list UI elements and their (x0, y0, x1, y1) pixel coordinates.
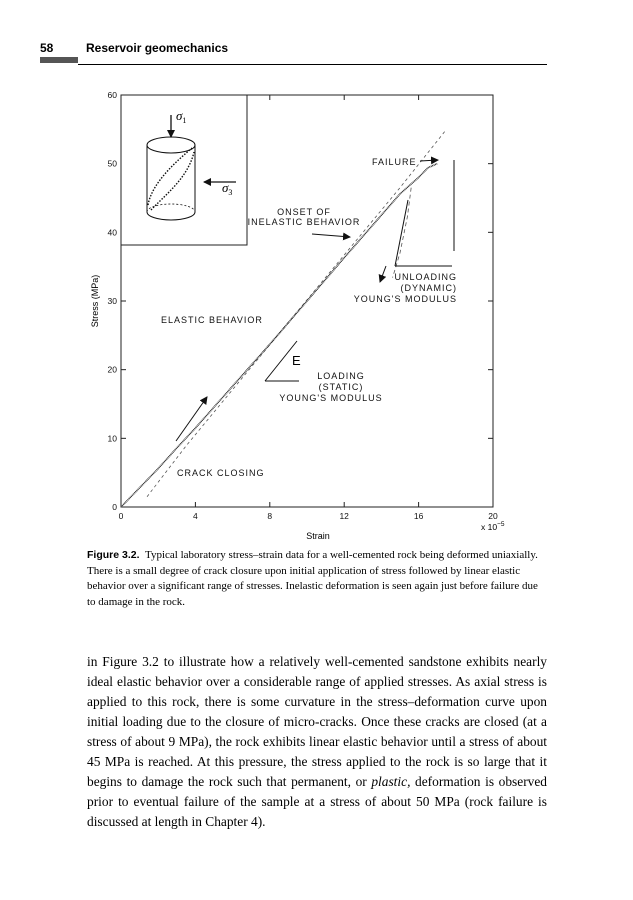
e-modulus-symbol: E (292, 353, 301, 368)
unloading-label-line2: (DYNAMIC) (400, 283, 457, 293)
failure-label: FAILURE (372, 157, 417, 167)
y-axis-label: Stress (MPa) (90, 274, 100, 328)
onset-label-line2: INELASTIC BEHAVIOR (247, 217, 361, 227)
x-tick-label: 4 (193, 511, 198, 521)
x-tick-label: 0 (118, 511, 124, 521)
sigma1-label: $\sigma_1$ (176, 108, 187, 125)
y-tick-label: 30 (107, 296, 117, 306)
page-number: 58 (40, 41, 54, 55)
figure-caption (87, 548, 547, 610)
x-axis-label: Strain (306, 531, 330, 541)
y-tick-label: 10 (107, 433, 117, 444)
x-tick-label: 8 (267, 511, 273, 521)
loading-direction-arrow (176, 397, 207, 441)
failure-arrow (420, 160, 438, 161)
figure-caption-text: Typical laboratory stress–strain data for a well-cemented rock being deformed uniaxially. There is a small degree of crack closure upon initial application of stress followed by linear elastic behavior over a significant range of stresses. Inelastic deformation is seen again just before failure due to damage in the rock. (87, 549, 538, 608)
y-tick-label: 0 (112, 502, 117, 512)
onset-label-line1: ONSET OF (277, 207, 331, 217)
loading-label-line2: (STATIC) (318, 382, 364, 392)
elastic-behavior-label: ELASTIC BEHAVIOR (161, 315, 263, 325)
unloading-label-line1: UNLOADING (394, 272, 457, 282)
loading-label-line3: YOUNG'S MODULUS (279, 393, 383, 403)
unloading-arrow (380, 266, 386, 282)
x-tick-label: 16 (413, 511, 424, 521)
x-axis-multiplier: x $10^{-5}$ (481, 521, 505, 532)
crack-closing-label: CRACK CLOSING (177, 468, 265, 478)
y-tick-label: 40 (107, 227, 117, 238)
onset-arrow (312, 234, 350, 237)
x-tick-label: 20 (488, 511, 498, 521)
y-tick-label: 50 (107, 158, 117, 169)
loading-label-line1: LOADING (317, 371, 365, 381)
y-tick-label: 60 (107, 90, 117, 100)
body-paragraph: in Figure 3.2 to illustrate how a relatively well-cemented sandstone exhibits nearly ideal elastic behavior over a considerable range of applied stresses. As axial stress is applied to this rock, there is some curvature in the stress–deformation curve upon initial loading due to the closure of micro-cracks. Once these cracks are closed (at a stress of about 9 MPa), the rock exhibits linear elastic behavior until a stress of about 45 MPa is reached. At this pressure, the stress applied to the rock is so large that it begins to damage the rock such that permanent, or plastic, deformation is observed prior to eventual failure of the sample at a stress of about 50 MPa (rock failure is discussed at length in Chapter 4). (87, 654, 547, 829)
unloading-label-line3: YOUNG'S MODULUS (353, 294, 457, 304)
y-tick-label: 20 (107, 364, 117, 375)
running-title: Reservoir geomechanics (86, 41, 229, 55)
body-text (87, 652, 547, 832)
figure-caption-label: Figure 3.2. (87, 549, 140, 561)
x-tick-label: 12 (339, 511, 349, 521)
sigma3-label: $\sigma_3$ (222, 180, 233, 197)
unloading-slope-line (395, 200, 408, 266)
